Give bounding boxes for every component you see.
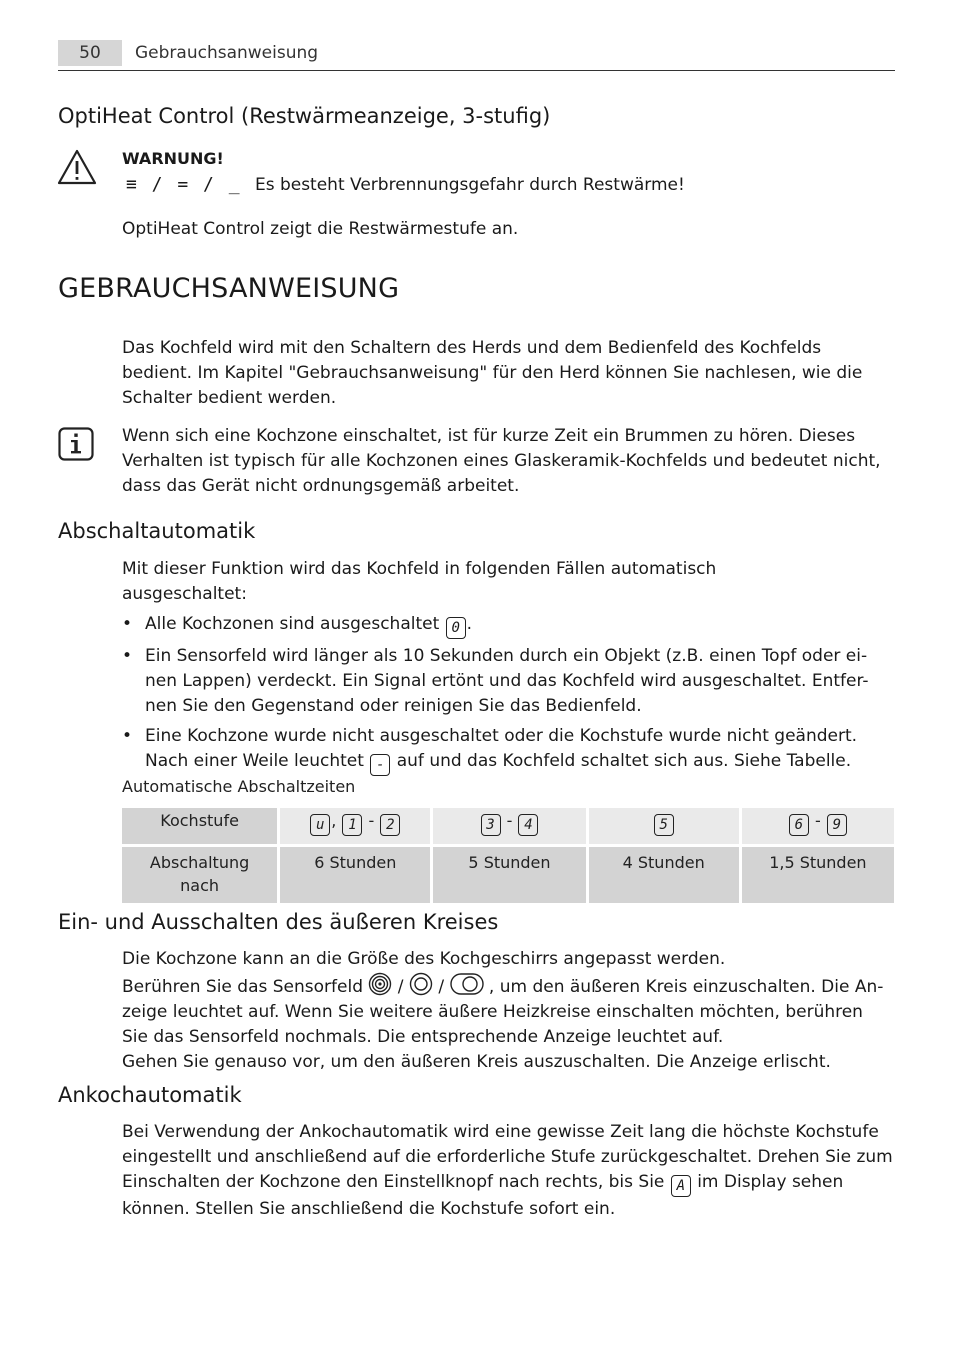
bullet1-text: Alle Kochzonen sind ausgeschaltet: [145, 614, 440, 634]
ankoch-text: [122, 1120, 895, 1222]
bullet: •: [122, 646, 133, 666]
aussen-line3: Gehen Sie genauso vor, um den äußeren Kreis auszuschalten. Die Anzeige erlischt.: [122, 1052, 831, 1072]
abschalt-heading: Abschaltautomatik: [58, 519, 256, 543]
aussen-line2: Berühren Sie das Sensorfeld / / , um den äußeren Kreis einzuschalten. Die An-zeige leuchtet auf. Wenn Sie weitere äußere Heizkreise einschalten möchten, berühren Sie das Sensorfeld nochmals. Die entsprechende Anzeige leuchtet auf.: [122, 972, 894, 1050]
bullet3-text: Eine Kochzone wurde nicht ausgeschaltet oder die Kochstufe wurde nicht geändert. Nach einer Weile leuchtet: [145, 726, 858, 771]
shutoff-table: [119, 808, 897, 903]
table-row: [122, 847, 894, 903]
bullet: •: [122, 726, 133, 746]
bullet: •: [122, 614, 133, 634]
optiheat-heading: OptiHeat Control (Restwärmeanzeige, 3-stufig): [58, 104, 551, 128]
optiheat-text: OptiHeat Control zeigt die Restwärmestufe an.: [122, 219, 519, 239]
table-cell-label: Kochstufe: [122, 808, 277, 847]
level-symbol: 5: [654, 814, 674, 836]
level-symbol: 3: [481, 814, 501, 836]
header-divider: [58, 70, 895, 71]
aussen-line2-end: , um den äußeren Kreis einzuschalten. Die An-zeige leuchtet auf. Wenn Sie weitere äußere Heizkreise einschalten möchten, berühren Sie das Sensorfeld nochmals. Die entsprechende Anzeige leuchtet auf.: [122, 977, 884, 1047]
table-cell-time: 4 Stunden: [589, 847, 739, 903]
level-separator: -: [506, 811, 513, 830]
bullet3-end: auf und das Kochfeld schaltet sich aus. Siehe Tabelle.: [396, 751, 852, 771]
ankoch-heading: Ankochautomatik: [58, 1083, 242, 1107]
oval-zone-sensor-icon: [450, 972, 484, 996]
header-title: Gebrauchsanweisung: [135, 43, 319, 63]
table-caption: Automatische Abschaltzeiten: [122, 777, 356, 796]
bullet2-text: Ein Sensorfeld wird länger als 10 Sekunden durch ein Objekt (z.B. einen Topf oder ei-nen Lappen) verdeckt. Ein Signal ertönt und das Kochfeld wird ausgeschaltet. Entfer-nen Sie den Gegenstand oder reinigen Sie das Bedienfeld.: [145, 646, 869, 716]
aussen-text: [122, 947, 894, 1075]
ankoch-text-start: Bei Verwendung der Ankochautomatik wird eine gewisse Zeit lang die höchste Kochstufe eingestellt und anschließend auf die erforderliche Stufe zurückgeschaltet. Drehen Sie zum Einschalten der Kochzone den Einstellknopf nach rechts, bis Sie: [122, 1122, 893, 1192]
table-cell-time: 1,5 Stunden: [742, 847, 894, 903]
table-cell-time: 6 Stunden: [280, 847, 430, 903]
table-cell-time: 5 Stunden: [433, 847, 585, 903]
table-cell-label: Abschaltung nach: [122, 847, 277, 903]
bullet1-end: .: [466, 614, 473, 634]
level-symbol: 6: [789, 814, 809, 836]
aussen-line1: Die Kochzone kann an die Größe des Kochgeschirrs angepasst werden.: [122, 949, 726, 969]
level-separator: -: [368, 811, 375, 830]
residual-heat-symbols: ≡ / = / _: [126, 174, 242, 195]
level-symbol: u: [310, 814, 330, 836]
info-text: Wenn sich eine Kochzone einschaltet, ist für kurze Zeit ein Brummen zu hören. Dieses Verhalten ist typisch für alle Kochzonen eines Glaskeramik-Kochfelds und bedeutet nicht, dass das Gerät nicht ordnungsgemäß arbeitet.: [122, 426, 881, 496]
list-item: [122, 724, 890, 776]
list-item: [122, 644, 890, 719]
display-zero-symbol: 0: [446, 617, 466, 639]
info-icon: [58, 427, 94, 461]
double-ring-sensor-icon: [409, 972, 433, 996]
warning-line: [126, 172, 685, 198]
warning-label: WARNUNG!: [122, 149, 224, 168]
main-heading: GEBRAUCHSANWEISUNG: [58, 273, 400, 304]
warning-text: Es besteht Verbrennungsgefahr durch Restwärme!: [254, 175, 685, 195]
aussen-heading: Ein- und Ausschalten des äußeren Kreises: [58, 910, 499, 934]
intro-text: Das Kochfeld wird mit den Schaltern des Herds und dem Bedienfeld des Kochfelds bedient. Im Kapitel "Gebrauchsanweisung" für den Herd können Sie nachlesen, wie die Schalter bedient werden.: [122, 338, 863, 408]
ankoch-text-end: im Display sehen können. Stellen Sie anschließend die Kochstufe sofort ein.: [122, 1172, 844, 1219]
level-symbol: 9: [827, 814, 847, 836]
table-cell-level: [589, 808, 739, 847]
table-cell-level: [280, 808, 430, 847]
page-number: 50: [79, 43, 101, 63]
abschalt-intro: Mit dieser Funktion wird das Kochfeld in folgenden Fällen automatisch ausgeschaltet:: [122, 559, 717, 604]
triple-ring-sensor-icon: [368, 972, 392, 996]
display-a-symbol: A: [671, 1175, 691, 1197]
level-separator: -: [814, 811, 821, 830]
table-cell-level: [742, 808, 894, 847]
level-separator: ,: [331, 811, 337, 830]
list-item: [122, 612, 892, 639]
table-row: [122, 808, 894, 847]
level-symbol: 4: [518, 814, 538, 836]
warning-icon: [57, 149, 97, 185]
aussen-line2-start: Berühren Sie das Sensorfeld: [122, 977, 363, 997]
level-symbol: 2: [380, 814, 400, 836]
display-dash-symbol: -: [370, 754, 390, 776]
level-symbol: 1: [342, 814, 362, 836]
table-cell-level: [433, 808, 585, 847]
abschalt-list: [122, 612, 892, 776]
